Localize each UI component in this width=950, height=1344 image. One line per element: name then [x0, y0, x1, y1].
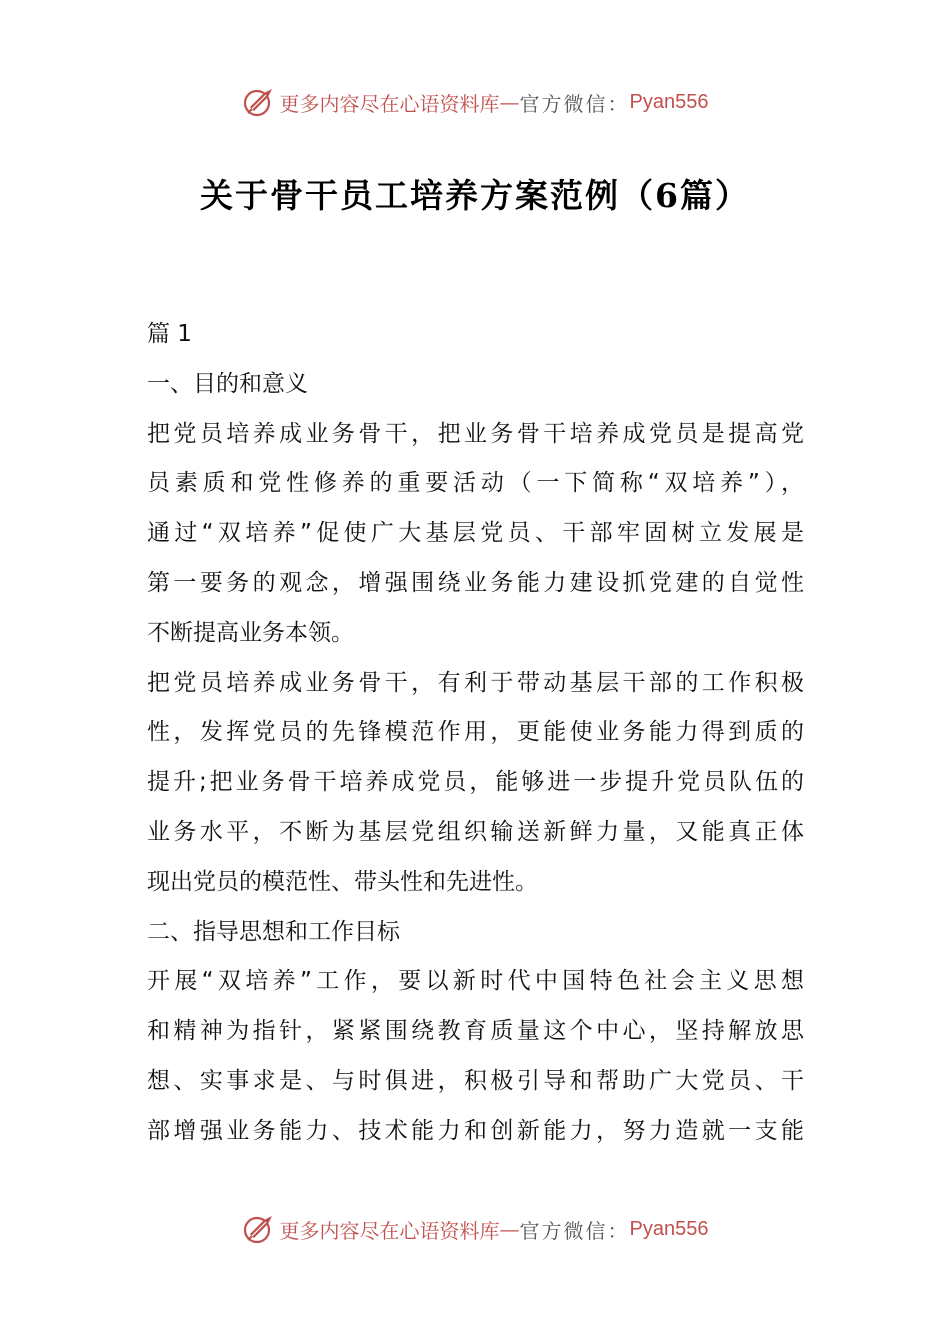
section-heading: 二、指导思想和工作目标	[147, 918, 400, 945]
banner-brand-text: 更多内容尽在心语资料库	[279, 91, 500, 116]
banner-brand-text: 更多内容尽在心语资料库	[279, 1218, 500, 1243]
body-line: 员素质和党性修养的重要活动（一下简称“双培养”），	[147, 470, 804, 497]
body-line: 部增强业务能力、技术能力和创新能力，努力造就一支能	[147, 1117, 804, 1144]
body-line: 和精神为指针，紧紧围绕教育质量这个中心，坚持解放思	[147, 1018, 804, 1045]
body-line: 业务水平，不断为基层党组织输送新鲜力量，又能真正体	[147, 818, 804, 845]
section-heading: 一、目的和意义	[147, 370, 308, 397]
quill-logo-icon	[242, 85, 276, 119]
quill-logo-icon	[242, 1212, 276, 1246]
body-line: 不断提高业务本领。	[147, 619, 354, 646]
body-line: 性，发挥党员的先锋模范作用，更能使业务能力得到质的	[147, 719, 804, 746]
footer-watermark-banner	[0, 1207, 950, 1251]
header-watermark-banner	[0, 80, 950, 124]
document-body	[147, 310, 812, 1157]
body-line: 通过“双培养”促使广大基层党员、干部牢固树立发展是	[147, 520, 804, 547]
banner-handle: Pyan556	[629, 90, 709, 113]
body-line: 想、实事求是、与时俱进，积极引导和帮助广大党员、干	[147, 1067, 804, 1094]
banner-dash: —	[499, 1217, 520, 1241]
banner-dash: —	[499, 90, 520, 114]
body-line: 第一要务的观念，增强围绕业务能力建设抓党建的自觉性	[147, 569, 804, 596]
body-line: 现出党员的模范性、带头性和先进性。	[147, 868, 538, 895]
banner-official-label: 官方微信：	[519, 1218, 630, 1243]
body-line: 篇 1	[147, 321, 192, 347]
body-line: 开展“双培养”工作，要以新时代中国特色社会主义思想	[147, 968, 804, 995]
body-line: 把党员培养成业务骨干，有利于带动基层干部的工作积极	[147, 669, 804, 696]
banner-official-label: 官方微信：	[519, 91, 630, 116]
document-title: 关于骨干员工培养方案范例（6篇）	[200, 176, 750, 215]
body-line: 把党员培养成业务骨干，把业务骨干培养成党员是提高党	[147, 420, 804, 447]
banner-handle: Pyan556	[629, 1217, 709, 1240]
body-line: 提升;把业务骨干培养成党员，能够进一步提升党员队伍的	[147, 769, 804, 796]
